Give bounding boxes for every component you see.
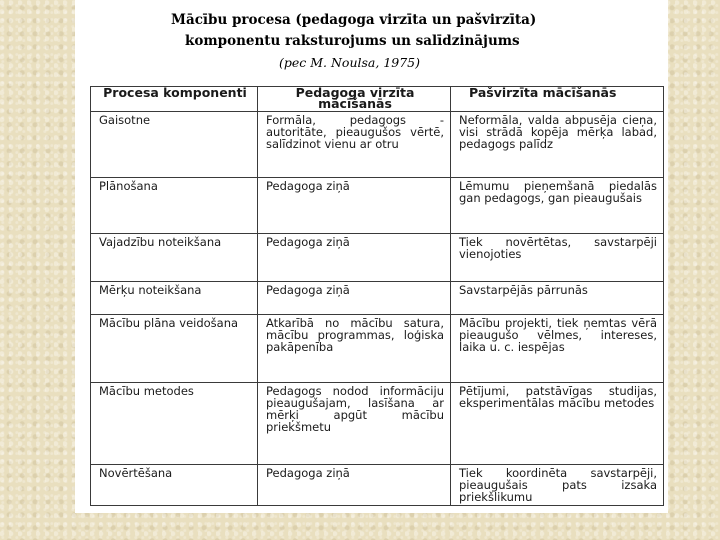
table-row bbox=[91, 112, 664, 178]
row-component: Novērtēšana bbox=[91, 465, 258, 506]
row-component: Gaisotne bbox=[91, 112, 258, 178]
row-component: Mācību metodes bbox=[91, 383, 258, 465]
table-header-row bbox=[91, 87, 664, 112]
row-teacher-directed: Pedagoga ziņā bbox=[258, 465, 451, 506]
row-self-directed: Lēmumu pieņemšanā piedalās gan pedagogs, gan pieaugušais bbox=[451, 178, 664, 234]
header-teacher-directed: Pedagoga virzīta mācīšanās bbox=[258, 87, 451, 112]
document-page bbox=[75, 0, 668, 513]
row-self-directed: Tiek novērtētas, savstarpēji vienojoties bbox=[451, 234, 664, 282]
document-author: (pec M. Noulsa, 1975) bbox=[279, 55, 421, 70]
document-title-line1: Mācību procesa (pedagoga virzīta un pašvirzīta) bbox=[171, 12, 537, 28]
table-row bbox=[91, 178, 664, 234]
row-component: Plānošana bbox=[91, 178, 258, 234]
table-row bbox=[91, 383, 664, 465]
row-teacher-directed: Atkarībā no mācību satura, mācību programmas, loģiska pakāpenība bbox=[258, 315, 451, 383]
row-self-directed: Savstarpējās pārrunās bbox=[451, 282, 664, 315]
row-teacher-directed: Pedagoga ziņā bbox=[258, 282, 451, 315]
table-row bbox=[91, 315, 664, 383]
row-component: Mērķu noteikšana bbox=[91, 282, 258, 315]
comparison-table bbox=[90, 86, 664, 506]
row-component: Vajadzību noteikšana bbox=[91, 234, 258, 282]
row-teacher-directed: Pedagogs nodod informāciju pieaugušajam, lasīšana ar mērķi apgūt mācību priekšmetu bbox=[258, 383, 451, 465]
table-row bbox=[91, 282, 664, 315]
table-row bbox=[91, 465, 664, 506]
document-title-line2: komponentu raksturojums un salīdzinājums bbox=[185, 33, 520, 49]
row-self-directed: Tiek koordinēta savstarpēji, pieaugušais pats izsaka priekšlikumu bbox=[451, 465, 664, 506]
row-teacher-directed: Formāla, pedagogs - autoritāte, pieaugušos vērtē, salīdzinot vienu ar otru bbox=[258, 112, 451, 178]
row-self-directed: Neformāla, valda abpusēja cieņa, visi strādā kopēja mērķa labad, pedagogs palīdz bbox=[451, 112, 664, 178]
row-component: Mācību plāna veidošana bbox=[91, 315, 258, 383]
header-self-directed: Pašvirzīta mācīšanās bbox=[451, 87, 664, 112]
row-teacher-directed: Pedagoga ziņā bbox=[258, 234, 451, 282]
row-teacher-directed: Pedagoga ziņā bbox=[258, 178, 451, 234]
row-self-directed: Pētījumi, patstāvīgas studijas, eksperimentālas mācību metodes bbox=[451, 383, 664, 465]
header-component: Procesa komponenti bbox=[91, 87, 258, 112]
table-row bbox=[91, 234, 664, 282]
row-self-directed: Mācību projekti, tiek ņemtas vērā pieaugušo vēlmes, intereses, laika u. c. iespējas bbox=[451, 315, 664, 383]
